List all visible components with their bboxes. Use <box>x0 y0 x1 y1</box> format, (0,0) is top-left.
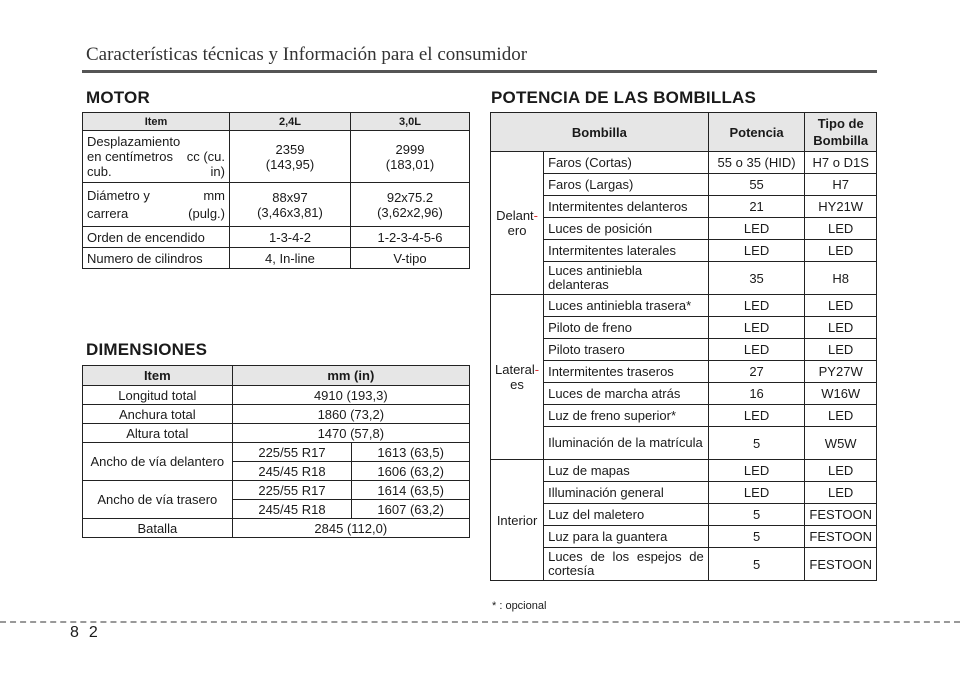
bulb-power: LED <box>708 405 805 427</box>
bulb-row <box>491 548 877 581</box>
bulb-name: Iluminación de la matrícula <box>544 427 709 460</box>
motor-row-displacement <box>83 131 470 183</box>
bulb-row <box>491 262 877 295</box>
bulb-type: FESTOON <box>805 548 877 581</box>
bulb-name: Intermitentes delanteros <box>544 196 709 218</box>
motor-cell: 1-3-4-2 <box>230 227 351 248</box>
bulb-row <box>491 339 877 361</box>
dim-row <box>83 481 470 500</box>
motor-label-unit: mm (pulg.) <box>188 187 225 221</box>
bulb-type: FESTOON <box>805 526 877 548</box>
bulb-row <box>491 196 877 218</box>
bulb-power: LED <box>708 482 805 504</box>
bulb-type: H7 <box>805 174 877 196</box>
bulb-row <box>491 460 877 482</box>
bulb-power: 21 <box>708 196 805 218</box>
motor-cell <box>230 131 351 183</box>
bulb-name: Intermitentes laterales <box>544 240 709 262</box>
motor-cell <box>350 131 469 183</box>
bulb-header-row <box>491 113 877 152</box>
bulb-group-interior <box>491 460 544 581</box>
bulb-type: HY21W <box>805 196 877 218</box>
bulb-power: LED <box>708 218 805 240</box>
dim-row-label: Ancho de vía delantero <box>83 443 233 481</box>
bulb-name: Luz de mapas <box>544 460 709 482</box>
page-header-title: Características técnicas y Información para el consumidor <box>86 44 528 65</box>
motor-cell: 1-2-3-4-5-6 <box>350 227 469 248</box>
bulb-row <box>491 218 877 240</box>
dim-row-label: Anchura total <box>83 405 233 424</box>
bulb-group-label: Interior <box>496 512 538 528</box>
bulb-power: LED <box>708 295 805 317</box>
motor-col-item: Item <box>83 113 230 131</box>
motor-row-label: Numero de cilindros <box>83 248 230 269</box>
motor-row-label <box>83 131 230 183</box>
dim-tire: 225/55 R17 <box>232 481 352 500</box>
bulb-name: Luz para la guantera <box>544 526 709 548</box>
dim-value: 1606 (63,2) <box>352 462 470 481</box>
bulb-power: 5 <box>708 526 805 548</box>
motor-table <box>82 112 470 269</box>
header-rule <box>82 70 877 73</box>
motor-cell <box>350 183 469 227</box>
hyphen: - <box>534 362 540 377</box>
dim-row-label: Ancho de vía trasero <box>83 481 233 519</box>
bulb-name: Luces antiniebla trasera* <box>544 295 709 317</box>
bulb-power: 55 <box>708 174 805 196</box>
bulb-name: Luces antiniebla delanteras <box>544 262 709 295</box>
dim-value: 2845 (112,0) <box>232 519 469 538</box>
bulbs-title: POTENCIA DE LAS BOMBILLAS <box>491 88 757 107</box>
bulb-name: Faros (Largas) <box>544 174 709 196</box>
motor-row-label <box>83 183 230 227</box>
dim-value: 4910 (193,3) <box>232 386 469 405</box>
bulb-group-label: Lateral <box>495 362 535 377</box>
bulb-type: LED <box>805 460 877 482</box>
motor-value: 92x75.2 <box>386 189 434 205</box>
bulb-group-label-end: ero <box>507 223 527 238</box>
motor-col-30l: 3,0L <box>350 113 469 131</box>
motor-value: 2359 <box>275 141 305 157</box>
dim-value: 1860 (73,2) <box>232 405 469 424</box>
bulb-power: LED <box>708 317 805 339</box>
bulb-group-front <box>491 152 544 295</box>
motor-value-alt: (3,62x2,96) <box>377 204 443 220</box>
bulb-type: FESTOON <box>805 504 877 526</box>
bulb-type: PY27W <box>805 361 877 383</box>
bulb-name: Luces de marcha atrás <box>544 383 709 405</box>
bulb-name: Piloto trasero <box>544 339 709 361</box>
dim-value: 1614 (63,5) <box>352 481 470 500</box>
bulb-name: Luces de los espejos de cortesía <box>544 548 709 581</box>
bulb-row <box>491 317 877 339</box>
bulb-name: Luces de posición <box>544 218 709 240</box>
motor-label-unit: cc (cu. in) <box>186 149 225 179</box>
motor-value-alt: (183,01) <box>385 156 435 172</box>
bulb-power: 5 <box>708 548 805 581</box>
bulb-power: 35 <box>708 262 805 295</box>
motor-label-main: Desplazamiento en centímetros cub. <box>87 134 181 179</box>
page-number: 82 <box>70 624 108 641</box>
dim-row-label: Batalla <box>83 519 233 538</box>
bulb-group-rear <box>491 295 544 460</box>
bulbs-table <box>490 112 877 581</box>
dim-row <box>83 424 470 443</box>
motor-row-cylinders <box>83 248 470 269</box>
bulb-power: 5 <box>708 504 805 526</box>
dim-value: 1470 (57,8) <box>232 424 469 443</box>
dim-col-item: Item <box>83 366 233 386</box>
bulb-type: H7 o D1S <box>805 152 877 174</box>
dim-header-row <box>83 366 470 386</box>
bulb-power: LED <box>708 240 805 262</box>
bulb-row <box>491 482 877 504</box>
bulb-group-label-end: es <box>510 377 524 392</box>
dim-value: 1613 (63,5) <box>352 443 470 462</box>
dim-col-mm: mm (in) <box>232 366 469 386</box>
bulb-type: LED <box>805 218 877 240</box>
motor-title: MOTOR <box>86 88 150 107</box>
dimensions-title: DIMENSIONES <box>86 340 208 359</box>
motor-row-bore <box>83 183 470 227</box>
dim-tire: 245/45 R18 <box>232 500 352 519</box>
motor-header-row <box>83 113 470 131</box>
bulb-name: Illuminación general <box>544 482 709 504</box>
bulb-row <box>491 174 877 196</box>
dimensions-table <box>82 365 470 538</box>
bulb-power: 5 <box>708 427 805 460</box>
dim-row-label: Longitud total <box>83 386 233 405</box>
bulb-type: H8 <box>805 262 877 295</box>
bulb-type: LED <box>805 240 877 262</box>
bulb-row <box>491 405 877 427</box>
bulb-row <box>491 240 877 262</box>
bulb-type: LED <box>805 405 877 427</box>
bulb-type: LED <box>805 317 877 339</box>
dim-row <box>83 386 470 405</box>
bulb-power: LED <box>708 339 805 361</box>
bulb-power: 27 <box>708 361 805 383</box>
bulb-type: W5W <box>805 427 877 460</box>
dim-row-label: Altura total <box>83 424 233 443</box>
bulb-row <box>491 383 877 405</box>
bulb-name: Piloto de freno <box>544 317 709 339</box>
dim-value: 1607 (63,2) <box>352 500 470 519</box>
dim-tire: 225/55 R17 <box>232 443 352 462</box>
bulb-col-name: Bombilla <box>491 113 709 152</box>
motor-value-alt: (143,95) <box>265 156 315 172</box>
bulb-type: LED <box>805 482 877 504</box>
bulb-type: W16W <box>805 383 877 405</box>
bulb-row <box>491 427 877 460</box>
motor-row-label: Orden de encendido <box>83 227 230 248</box>
dim-row <box>83 519 470 538</box>
motor-value: 2999 <box>395 141 425 157</box>
bulb-power: LED <box>708 460 805 482</box>
bulb-type: LED <box>805 339 877 361</box>
motor-value-alt: (3,46x3,81) <box>257 204 323 220</box>
bulb-name: Luz del maletero <box>544 504 709 526</box>
motor-row-firing-order <box>83 227 470 248</box>
motor-cell <box>230 183 351 227</box>
footnote-optional: * : opcional <box>492 600 547 612</box>
dim-row <box>83 443 470 462</box>
bulb-row <box>491 504 877 526</box>
bulb-col-type: Tipo de Bombilla <box>805 113 877 152</box>
bulb-name: Luz de freno superior* <box>544 405 709 427</box>
bulb-type: LED <box>805 295 877 317</box>
bulb-row <box>491 295 877 317</box>
bulb-row <box>491 526 877 548</box>
bulb-row <box>491 361 877 383</box>
bulb-name: Intermitentes traseros <box>544 361 709 383</box>
motor-value: 88x97 <box>272 189 308 205</box>
bulb-col-power: Potencia <box>708 113 805 152</box>
bulb-power: 55 o 35 (HID) <box>708 152 805 174</box>
dim-row <box>83 405 470 424</box>
motor-col-24l: 2,4L <box>230 113 351 131</box>
hyphen: - <box>533 208 538 223</box>
bulb-power: 16 <box>708 383 805 405</box>
dim-tire: 245/45 R18 <box>232 462 352 481</box>
motor-cell: 4, In-line <box>230 248 351 269</box>
motor-label-main: Diámetro y carrera <box>87 187 150 221</box>
bulb-group-label: Delant <box>496 208 534 223</box>
bulb-row <box>491 152 877 174</box>
bulb-name: Faros (Cortas) <box>544 152 709 174</box>
motor-cell: V-tipo <box>350 248 469 269</box>
page-footer-rule <box>0 621 960 623</box>
